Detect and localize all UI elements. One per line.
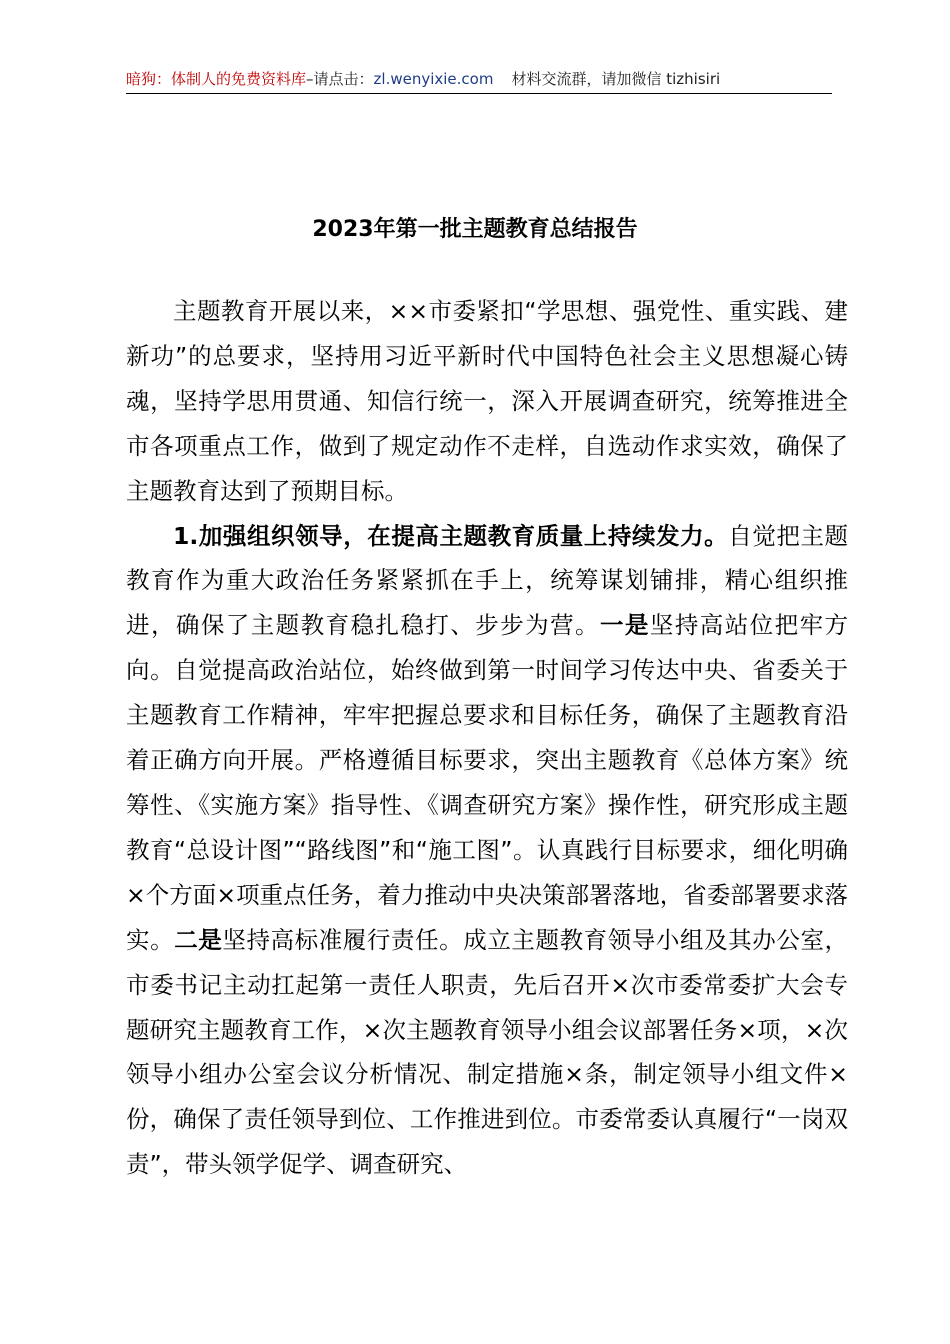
section-1-heading: 1.加强组织领导，在提高主题教育质量上持续发力。 [173, 521, 729, 550]
intro-paragraph: 主题教育开展以来，××市委紧扣“学思想、强党性、重实践、建新功”的总要求，坚持用习近平新时代中国特色社会主义思想凝心铸魂，坚持学思用贯通、知信行统一，深入开展调查研究，统筹推进全市各项重点工作，做到了规定动作不走样，自选动作求实效，确保了主题教育达到了预期目标。 [126, 297, 848, 505]
section-1-lead: 自觉把主题教育作为重大政治任务紧紧抓在手上，统筹谋划铺排，精心组织推进，确保了主题教育稳扎稳打、步步为营。 [126, 521, 849, 640]
document-title: 2023年第一批主题教育总结报告 [312, 217, 638, 242]
header-contact: 材料交流群，请加微信 tizhisiri [511, 70, 721, 88]
header-url-link[interactable]: zl.wenyixie.com [373, 70, 494, 88]
point-1-text: 坚持高站位把牢方向。自觉提高政治站位，始终做到第一时间学习传达中央、省委关于主题教育工作精神，牢牢把握总要求和目标任务，确保了主题教育沿着正确方向开展。严格遵循目标要求，突出主题教育《总体方案》统筹性、《实施方案》指导性、《调查研究方案》操作性，研究形成主题教育“总设计图”“路线图”和“施工图”。认真践行目标要求，细化明确×个方面×项重点任务，着力推动中央决策部署落地，省委部署要求落实。 [126, 611, 849, 954]
section-1-paragraph [126, 514, 848, 1188]
document-body [126, 289, 848, 1187]
header-site-name: 暗狗：体制人的免费资料库 [126, 70, 307, 88]
point-2-label: 二是 [174, 925, 223, 954]
header-prompt: –请点击： [306, 70, 374, 88]
header-divider [126, 93, 832, 94]
point-1-label: 一是 [599, 611, 650, 640]
page-header [126, 66, 832, 92]
point-2-text: 坚持高标准履行责任。成立主题教育领导小组及其办公室，市委书记主动扛起第一责任人职责，先后召开×次市委常委扩大会专题研究主题教育工作，×次主题教育领导小组会议部署任务×项，×次领导小组办公室会议分析情况、制定措施×条，制定领导小组文件×份，确保了责任领导到位、工作推进到位。市委常委认真履行“一岗双责”，带头领学促学、调查研究、 [126, 925, 849, 1179]
